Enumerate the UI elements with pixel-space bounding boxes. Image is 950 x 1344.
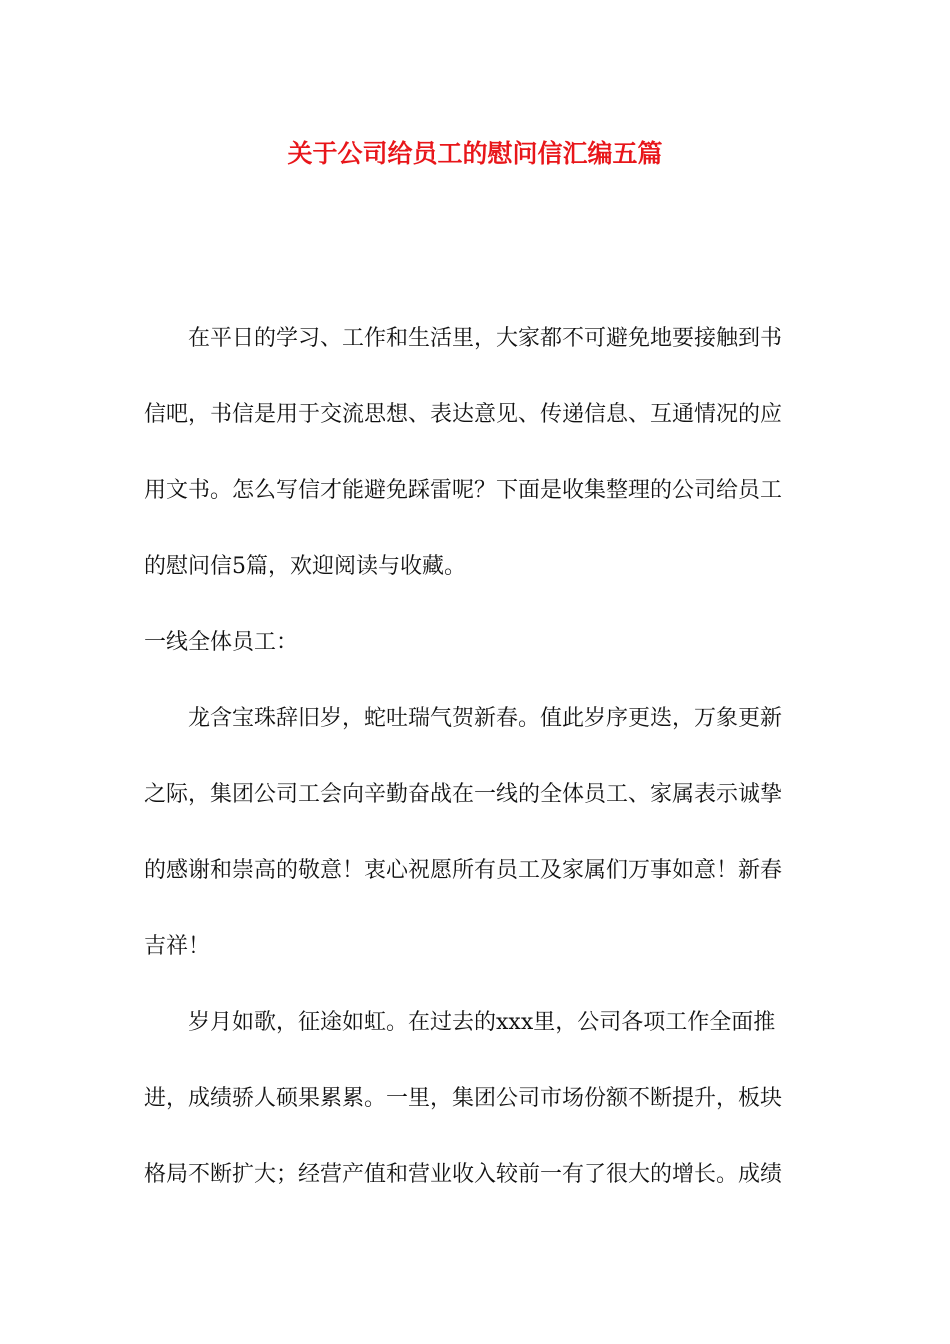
paragraph-line: 格局不断扩大；经营产值和营业收入较前一有了很大的增长。成绩 <box>144 1162 783 1187</box>
paragraph-line: 之际，集团公司工会向辛勤奋战在一线的全体员工、家属表示诚挚 <box>144 782 783 807</box>
paragraph-line: 的感谢和崇高的敬意！衷心祝愿所有员工及家属们万事如意！新春 <box>144 858 783 883</box>
intro-line: 在平日的学习、工作和生活里，大家都不可避免地要接触到书 <box>188 326 783 351</box>
paragraph-line: 吉祥！ <box>144 934 211 959</box>
document-title: 关于公司给员工的慰问信汇编五篇 <box>287 139 663 168</box>
intro-line: 用文书。怎么写信才能避免踩雷呢？下面是收集整理的公司给员工 <box>144 478 783 503</box>
paragraph-line: 进，成绩骄人硕果累累。一里，集团公司市场份额不断提升，板块 <box>144 1086 783 1111</box>
intro-line: 的慰问信5篇，欢迎阅读与收藏。 <box>144 554 466 579</box>
letter-paragraph-2 <box>144 1004 808 1194</box>
letter-salutation: 一线全体员工： <box>144 630 299 655</box>
letter-paragraph-1 <box>144 700 808 966</box>
paragraph-line: 龙含宝珠辞旧岁，蛇吐瑞气贺新春。值此岁序更迭，万象更新 <box>188 706 783 731</box>
paragraph-line: 岁月如歌，征途如虹。在过去的xxx里，公司各项工作全面推 <box>188 1010 776 1035</box>
document-body <box>144 320 808 1232</box>
intro-paragraph <box>144 320 808 586</box>
intro-line: 信吧，书信是用于交流思想、表达意见、传递信息、互通情况的应 <box>144 402 783 427</box>
